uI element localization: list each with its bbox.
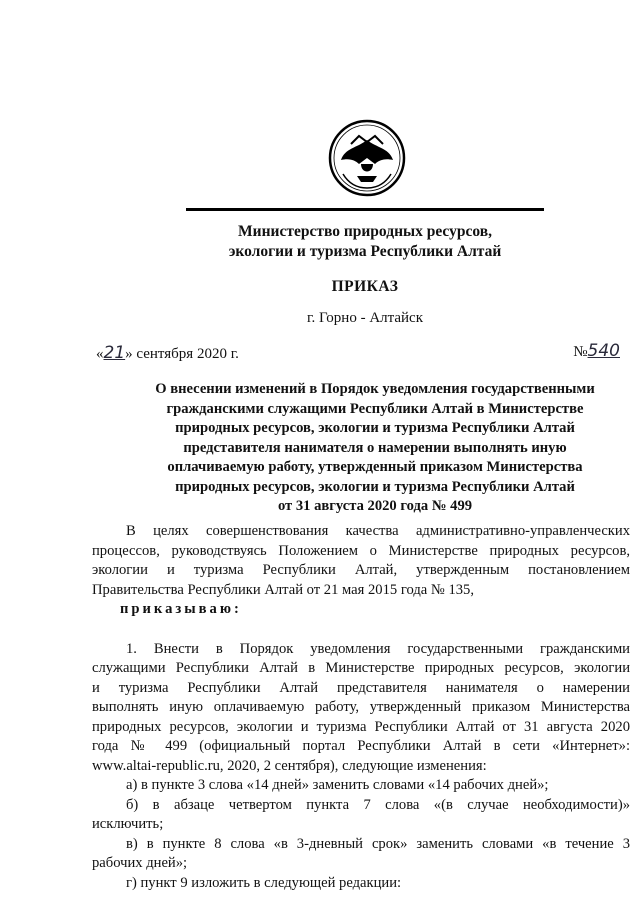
ministry-line: Министерство природных ресурсов, (238, 223, 492, 240)
preamble-line: В целях совершенствования качества административно-управленческих (126, 523, 630, 539)
item-1-line: служащими Республики Алтай в Министерстве природных ресурсов, экологии (92, 660, 630, 676)
item-1-paragraph (92, 640, 630, 777)
number-prefix: № (573, 344, 588, 360)
subitem-v-line: в) в пункте 8 слова «в 3-дневный срок» заменить словами «в течение 3 (126, 835, 630, 852)
subject-line: гражданскими служащими Республики Алтай в Министерстве (166, 400, 584, 417)
coat-of-arms-emblem (327, 118, 407, 198)
order-date (96, 343, 239, 363)
preamble-line: экологии и туризма Республики Алтай, утвержденным постановлением (92, 562, 630, 578)
subitem-v (92, 835, 630, 874)
date-day-handwritten: 21 (103, 343, 126, 363)
subject-line: природных ресурсов, экологии и туризма Республики Алтай (175, 420, 575, 436)
orders-word: приказываю: (120, 601, 242, 617)
header-rule (186, 208, 544, 211)
date-quote-open: « (96, 346, 104, 362)
item-1-line: www.altai-republic.ru, 2020, 2 сентября), следующие изменения: (92, 757, 487, 774)
subitem-b (92, 796, 630, 835)
city-line: г. Горно - Алтайск (306, 310, 424, 326)
date-month-year: » сентября 2020 г. (125, 346, 239, 362)
ministry-line: экологии и туризма Республики Алтай (228, 243, 502, 260)
subitem-b-line: исключить; (92, 816, 164, 832)
subitem-a-line: а) в пункте 3 слова «14 дней» заменить словами «14 рабочих дней»; (126, 777, 549, 793)
item-1-line: природных ресурсов, экологии и туризма Республики Алтай от 31 августа 2020 (92, 718, 630, 735)
subitem-v-line: рабочих дней»; (92, 855, 188, 871)
subitem-g-line: г) пункт 9 изложить в следующей редакции: (126, 874, 402, 891)
item-1-line: выполнять иную оплачиваемую работу, утвержденный приказом Министерства (92, 699, 630, 715)
subject-line: от 31 августа 2020 года № 499 (277, 498, 473, 514)
item-1-line: и туризма Республики Алтай представителя нанимателя о намерении (92, 679, 630, 696)
subject-line: оплачиваемую работу, утвержденный приказом Министерства (167, 459, 583, 475)
subitem-g (92, 874, 630, 894)
order-subject (130, 380, 620, 517)
subject-line: О внесении изменений в Порядок уведомления государственными (155, 381, 595, 397)
preamble-paragraph (92, 522, 630, 600)
preamble-line: Правительства Республики Алтай от 21 мая 2015 года № 135, (92, 581, 475, 598)
subject-line: природных ресурсов, экологии и туризма Республики Алтай (175, 478, 575, 495)
item-1-line: года № 499 (официальный портал Республики Алтай в сети «Интернет»: (92, 738, 630, 754)
number-handwritten: 540 (587, 341, 620, 361)
ministry-name (186, 222, 544, 262)
order-body (92, 522, 630, 893)
subitem-b-line: б) в абзаце четвертом пункта 7 слова «(в случае необходимости)» (126, 796, 630, 813)
order-number (573, 341, 620, 361)
item-1-line: 1. Внести в Порядок уведомления государственными гражданскими (126, 640, 630, 657)
document-type-title: ПРИКАЗ (331, 278, 399, 295)
preamble-line: процессов, руководствуясь Положением о Министерстве природных ресурсов, (92, 542, 630, 559)
subject-line: представителя нанимателя о намерении выполнять иную (183, 439, 567, 456)
subitem-a (92, 776, 630, 796)
